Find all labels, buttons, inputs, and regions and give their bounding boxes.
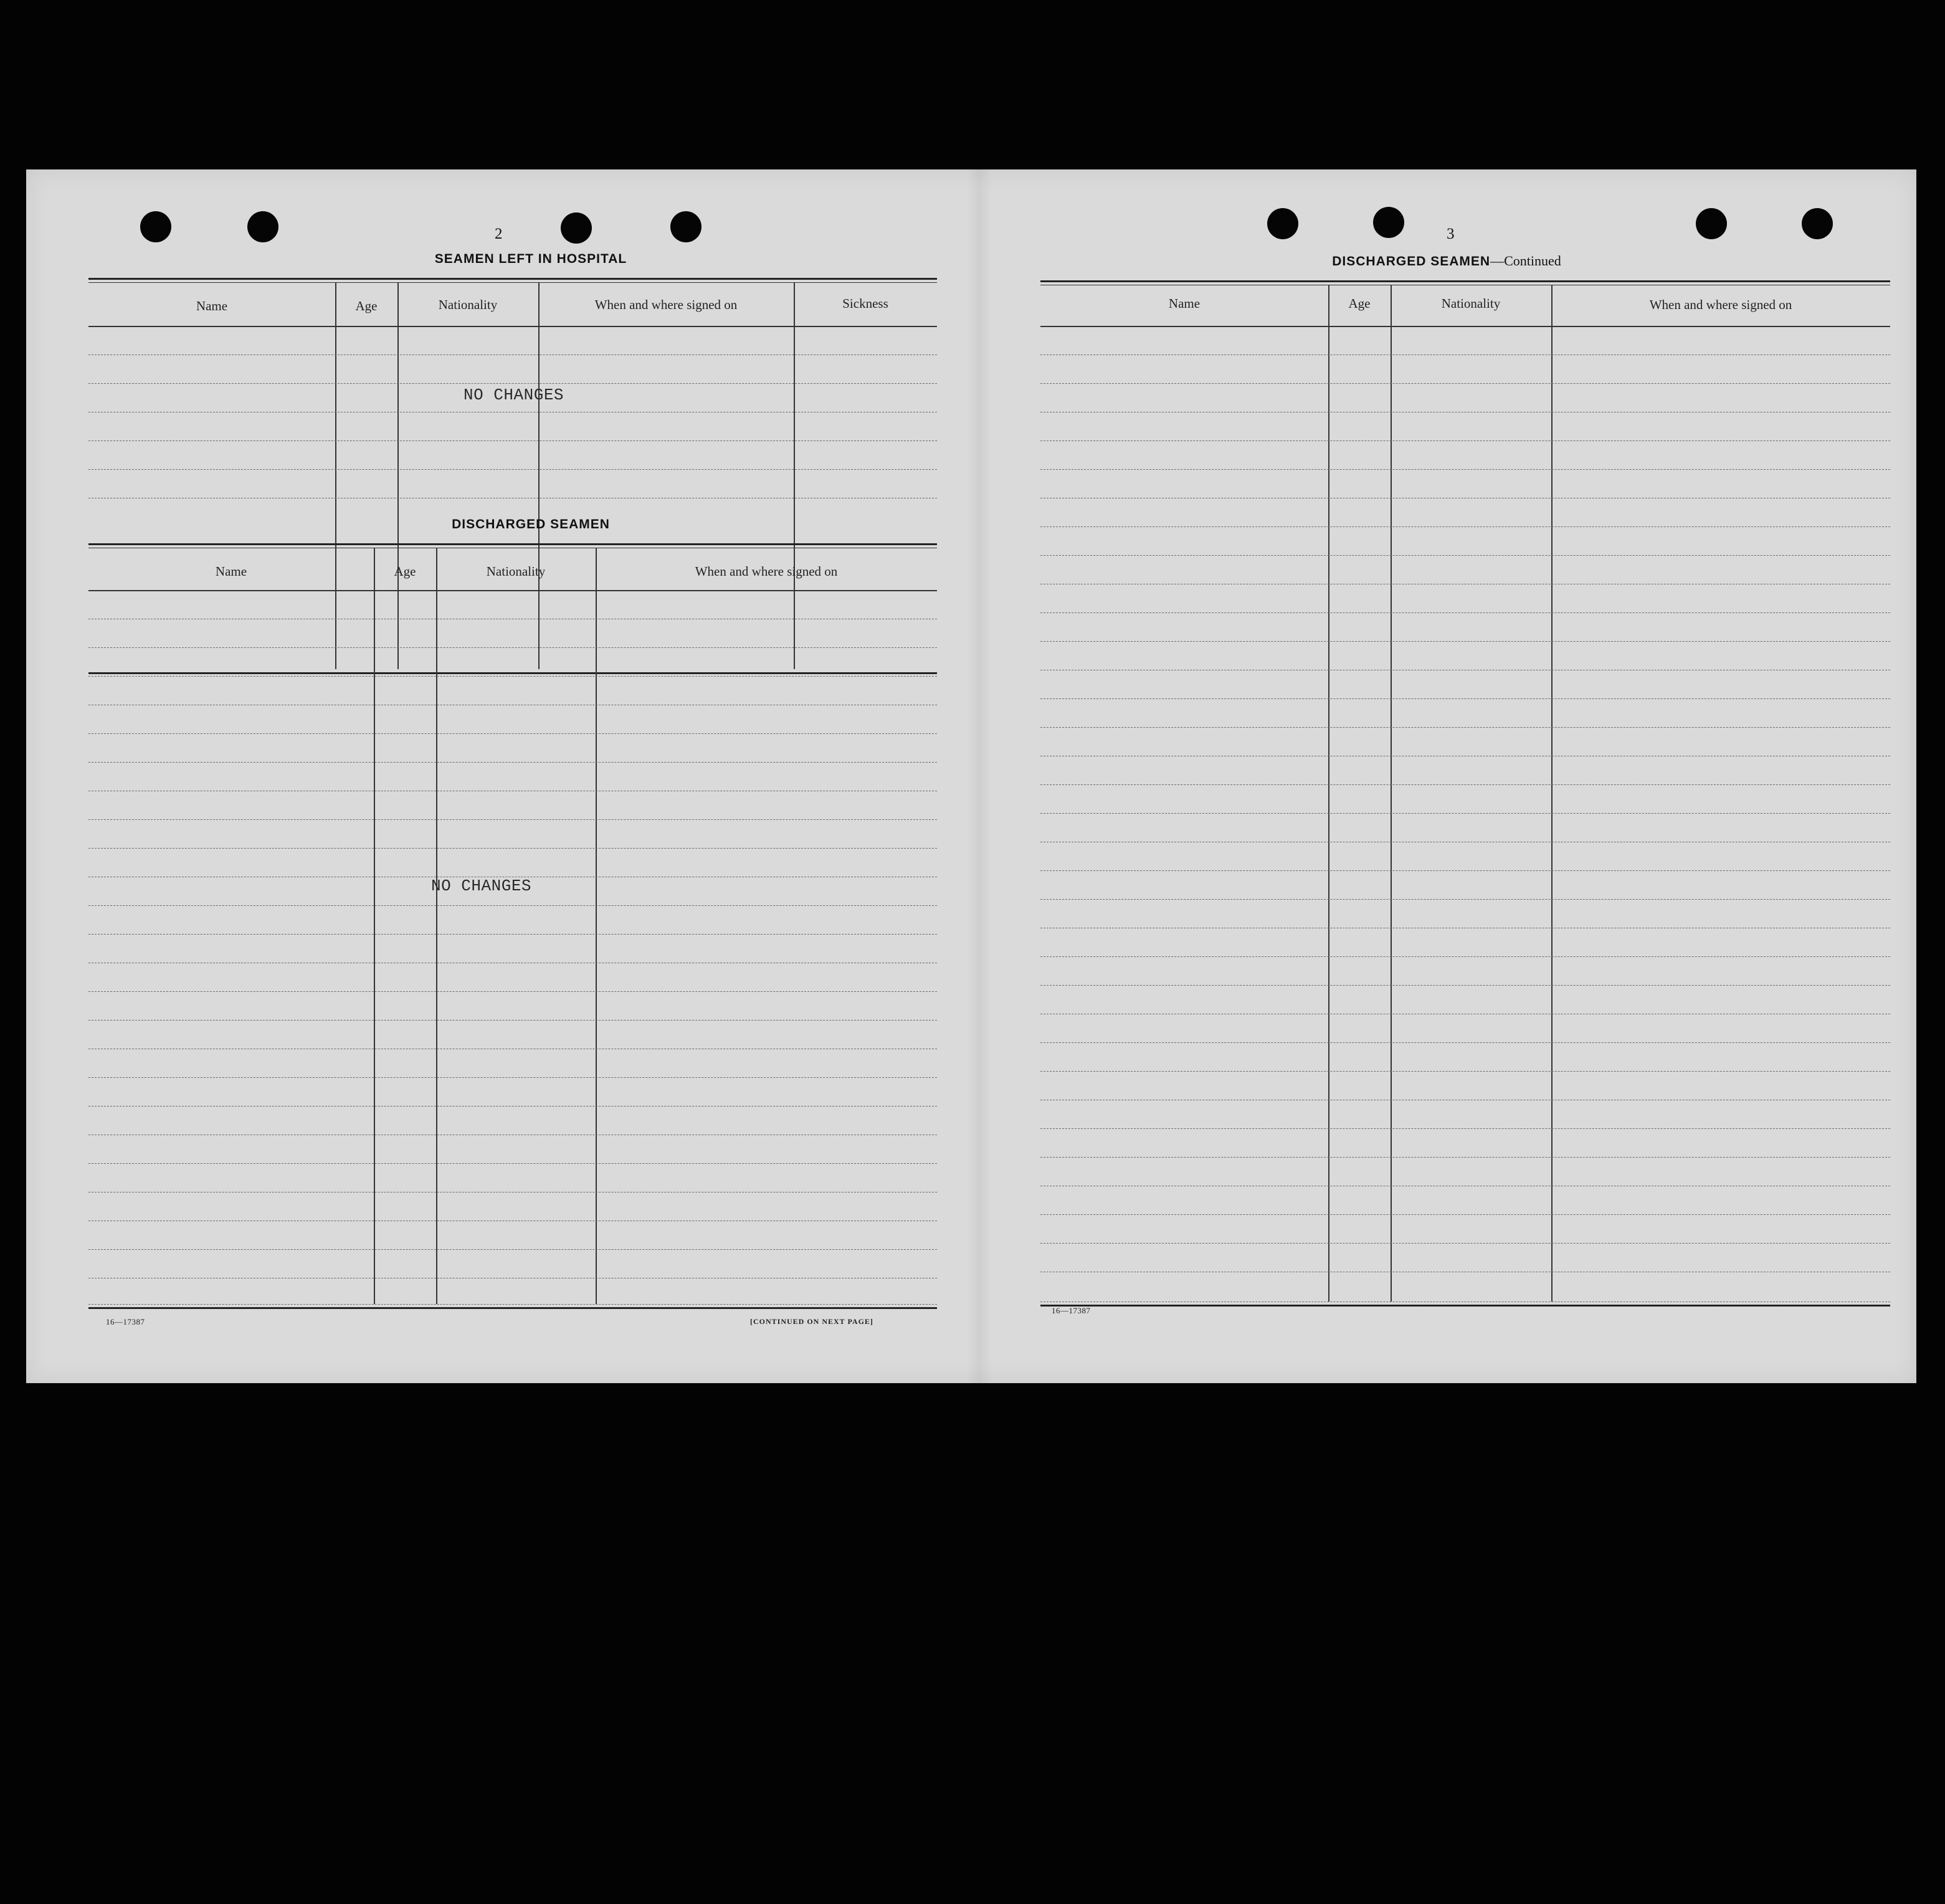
discharged-continued-table-header <box>1040 282 1890 327</box>
right-discharged-title-suffix: —Continued <box>1490 253 1561 269</box>
table-row <box>1040 641 1890 670</box>
hospital-no-changes-stamp: NO CHANGES <box>464 386 564 404</box>
table-row <box>1040 985 1890 1014</box>
table-row <box>1040 1243 1890 1272</box>
table-row <box>88 1221 937 1250</box>
table-row <box>88 647 937 677</box>
binder-hole-icon <box>1802 208 1833 239</box>
table-row <box>1040 756 1890 785</box>
table-row <box>88 705 937 734</box>
binder-hole-icon <box>1267 208 1298 239</box>
column-header-sickness: Sickness <box>842 296 888 311</box>
binder-hole-icon <box>1696 208 1727 239</box>
table-row <box>88 676 937 705</box>
table-row <box>1040 1128 1890 1158</box>
table-row <box>1040 870 1890 900</box>
table-row <box>1040 440 1890 470</box>
table-row <box>1040 899 1890 928</box>
table-row <box>1040 1071 1890 1100</box>
column-header-nationality: Nationality <box>438 297 498 312</box>
table-row <box>88 326 937 355</box>
table-row <box>88 848 937 877</box>
column-header-name: Name <box>1168 296 1201 311</box>
column-header-name: Name <box>196 298 228 313</box>
table-row <box>1040 842 1890 871</box>
table-row <box>88 819 937 849</box>
table-row <box>1040 412 1890 441</box>
discharged-section-title: DISCHARGED SEAMEN <box>452 517 610 531</box>
table-row <box>88 934 937 963</box>
continued-on-next-page-note: [CONTINUED ON NEXT PAGE] <box>750 1317 873 1326</box>
table-row <box>88 1049 937 1078</box>
table-row <box>88 1163 937 1192</box>
document-sheet <box>26 169 1916 1383</box>
table-row <box>88 791 937 820</box>
table-row <box>1040 727 1890 756</box>
table-row <box>1040 1042 1890 1072</box>
right-page-number: 3 <box>1447 226 1455 242</box>
column-header-name: Name <box>215 564 247 579</box>
table-row <box>88 412 937 441</box>
left-page-number: 2 <box>495 226 503 242</box>
table-row <box>1040 813 1890 842</box>
binder-hole-icon <box>561 212 592 244</box>
table-row <box>1040 584 1890 613</box>
binder-hole-icon <box>140 211 171 242</box>
table-row <box>1040 355 1890 384</box>
table-row <box>1040 784 1890 814</box>
left-form-number: 16—17387 <box>106 1317 145 1326</box>
column-header-nationality: Nationality <box>1441 296 1501 311</box>
hospital-table-header <box>88 280 937 327</box>
table-row <box>88 619 937 648</box>
column-header-age: Age <box>394 564 416 579</box>
table-row <box>88 1106 937 1135</box>
column-header-when-where: When and where signed on <box>695 564 838 579</box>
discharged-no-changes-stamp: NO CHANGES <box>431 877 532 895</box>
right-discharged-section-title <box>1291 253 1602 269</box>
table-row <box>88 1278 937 1305</box>
binder-hole-icon <box>1373 207 1404 238</box>
table-row <box>88 1077 937 1107</box>
table-row <box>88 1020 937 1049</box>
discharged-table <box>88 543 937 1304</box>
table-row <box>88 1249 937 1278</box>
table-row <box>1040 1186 1890 1215</box>
column-header-age: Age <box>355 298 378 313</box>
table-row <box>1040 698 1890 728</box>
binder-hole-icon <box>247 211 278 242</box>
table-row <box>1040 956 1890 986</box>
table-row <box>88 991 937 1021</box>
table-row <box>1040 498 1890 527</box>
table-row <box>88 762 937 791</box>
table-row <box>88 469 937 498</box>
table-row <box>1040 469 1890 498</box>
table-row <box>1040 670 1890 699</box>
right-form-number: 16—17387 <box>1052 1306 1091 1315</box>
table-row <box>1040 326 1890 355</box>
table-row <box>88 963 937 992</box>
column-header-when-where: When and where signed on <box>594 297 738 312</box>
table-row <box>88 440 937 470</box>
table-row <box>1040 555 1890 584</box>
table-row <box>1040 1157 1890 1186</box>
column-header-age: Age <box>1348 296 1371 311</box>
table-row <box>88 355 937 384</box>
table-row <box>88 1135 937 1164</box>
table-row <box>88 1192 937 1221</box>
table-row <box>1040 1272 1890 1302</box>
table-row <box>1040 928 1890 957</box>
right-discharged-title-main: DISCHARGED SEAMEN <box>1332 254 1491 269</box>
discharged-continued-table <box>1040 280 1890 1302</box>
table-row <box>88 590 937 619</box>
table-row <box>1040 383 1890 412</box>
table-row <box>1040 526 1890 556</box>
column-header-nationality: Nationality <box>486 564 546 579</box>
discharged-table-header <box>88 545 937 591</box>
table-row <box>1040 1014 1890 1043</box>
hospital-section-title: SEAMEN LEFT IN HOSPITAL <box>434 252 627 266</box>
table-row <box>88 733 937 763</box>
column-header-when-where: When and where signed on <box>1649 297 1792 312</box>
center-fold <box>967 169 992 1383</box>
table-row <box>1040 1100 1890 1129</box>
table-row <box>1040 1214 1890 1244</box>
binder-hole-icon <box>670 211 701 242</box>
table-row <box>1040 612 1890 642</box>
table-row <box>88 905 937 935</box>
